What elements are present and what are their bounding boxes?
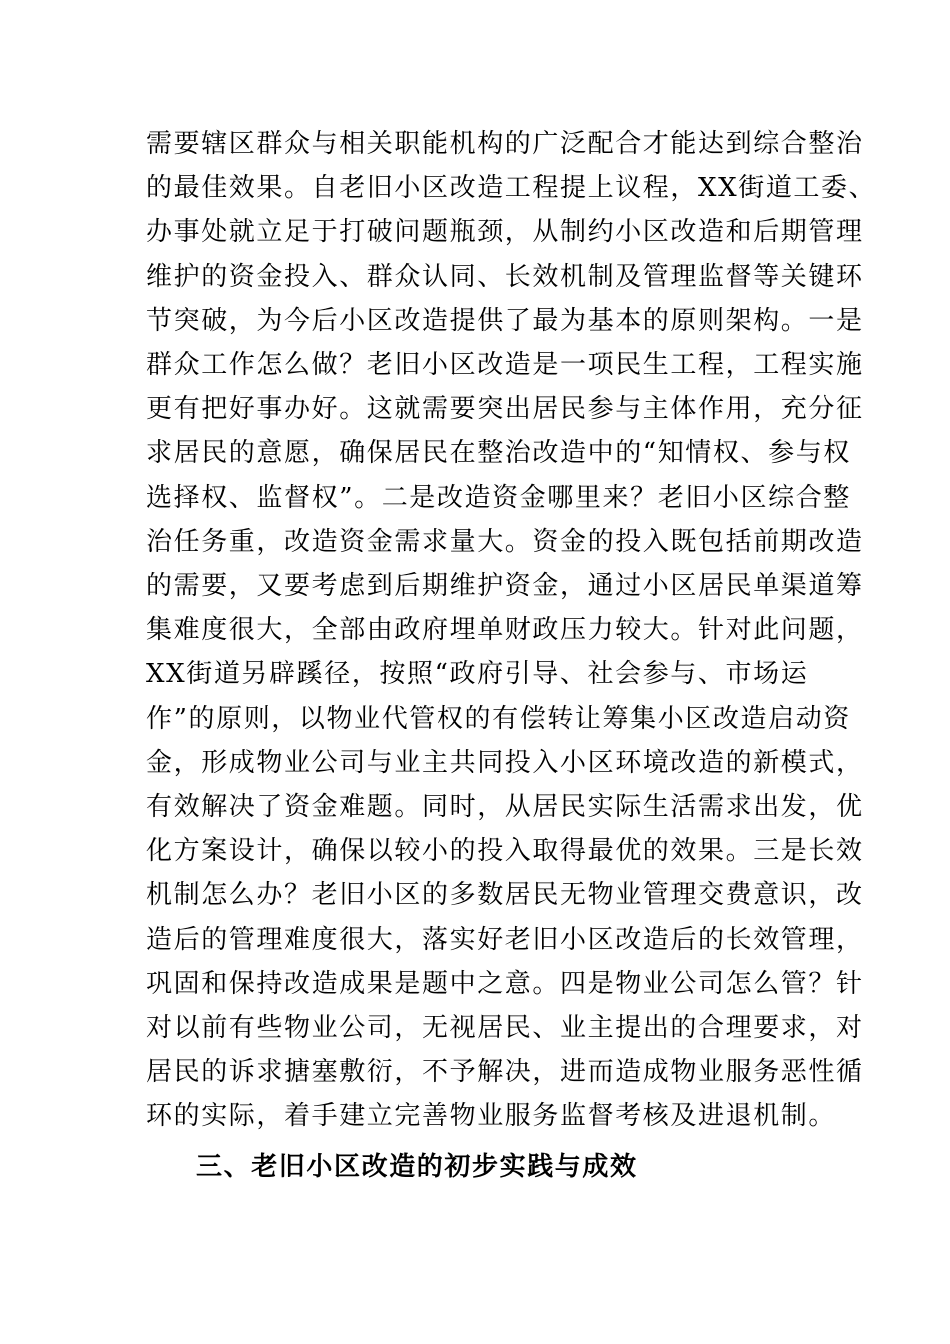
paragraph-line: 需要辖区群众与相关职能机构的广泛配合才能达到综合整治	[146, 129, 864, 159]
paragraph-line: 机制怎么办？老旧小区的多数居民无物业管理交费意识，改	[146, 880, 864, 911]
section-heading: 三、老旧小区改造的初步实践与成效	[196, 1152, 638, 1182]
paragraph-line: 有效解决了资金难题。同时，从居民实际生活需求出发，优	[146, 792, 864, 823]
paragraph-line: 巩固和保持改造成果是题中之意。四是物业公司怎么管？针	[146, 968, 864, 999]
paragraph-line: 集难度很大，全部由政府埋单财政压力较大。针对此问题，	[146, 615, 864, 646]
paragraph-line: 节突破，为今后小区改造提供了最为基本的原则架构。一是	[146, 305, 864, 336]
paragraph-line: 办事处就立足于打破问题瓶颈，从制约小区改造和后期管理	[146, 217, 864, 248]
paragraph-line: 金，形成物业公司与业主共同投入小区环境改造的新模式，	[146, 747, 864, 778]
paragraph-line: 选择权、监督权”。二是改造资金哪里来？老旧小区综合整	[146, 482, 851, 513]
paragraph-line: 维护的资金投入、群众认同、长效机制及管理监督等关键环	[146, 261, 864, 292]
paragraph-line: 群众工作怎么做？老旧小区改造是一项民生工程，工程实施	[146, 350, 864, 381]
paragraph-line: 居民的诉求搪塞敷衍，不予解决，进而造成物业服务恶性循	[146, 1057, 864, 1088]
paragraph-line: 求居民的意愿，确保居民在整治改造中的“知情权、参与权	[146, 438, 851, 469]
paragraph-line: 的需要，又要考虑到后期维护资金，通过小区居民单渠道筹	[146, 571, 864, 602]
paragraph-line: 造后的管理难度很大，落实好老旧小区改造后的长效管理，	[146, 924, 864, 955]
body-paragraph	[146, 122, 877, 1139]
paragraph-line: 化方案设计，确保以较小的投入取得最优的效果。三是长效	[146, 836, 864, 867]
paragraph-line: 作”的原则，以物业代管权的有偿转让筹集小区改造启动资	[146, 703, 851, 734]
paragraph-line: 治任务重，改造资金需求量大。资金的投入既包括前期改造	[146, 526, 864, 557]
paragraph-line: XX街道另辟蹊径，按照“政府引导、社会参与、市场运	[146, 659, 809, 690]
paragraph-line: 环的实际，着手建立完善物业服务监督考核及进退机制。	[146, 1101, 837, 1132]
paragraph-line: 更有把好事办好。这就需要突出居民参与主体作用，充分征	[146, 394, 864, 425]
paragraph-line: 对以前有些物业公司，无视居民、业主提出的合理要求，对	[146, 1013, 864, 1044]
paragraph-line: 的最佳效果。自老旧小区改造工程提上议程，XX街道工委、	[146, 173, 877, 204]
